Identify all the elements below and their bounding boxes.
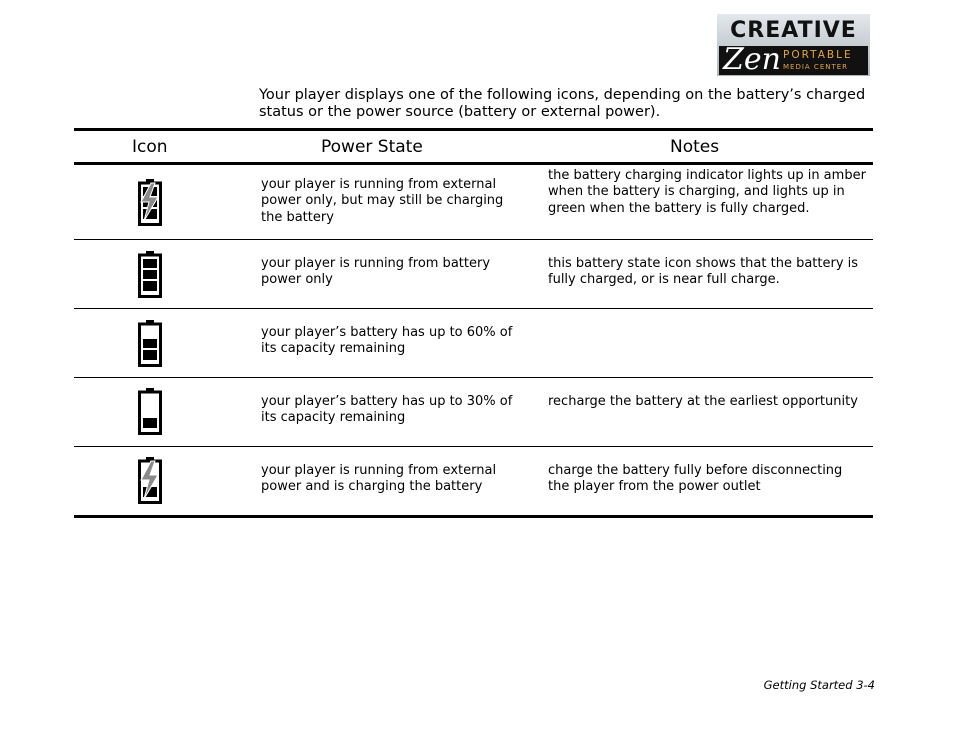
- notes-text: the battery charging indicator lights up in amber when the battery is charging, and lights up in green when the battery is fully charged.: [548, 168, 866, 216]
- logo-line2: MEDIA CENTER: [783, 62, 849, 71]
- notes-text: this battery state icon shows that the battery is fully charged, or is near full charge.: [548, 256, 859, 288]
- power-state-text: your player is running from battery power only: [261, 256, 491, 288]
- logo-band: [719, 42, 868, 76]
- header-notes: Notes: [670, 137, 720, 157]
- table-row: [74, 447, 873, 518]
- intro-paragraph: Your player displays one of the following icons, depending on the battery’s charged status or the power source (battery or external power).: [259, 87, 866, 120]
- battery-full-icon: [138, 250, 162, 302]
- creative-zen-logo: [717, 14, 870, 76]
- page-footer: Getting Started 3-4: [763, 678, 875, 692]
- table-row: [74, 240, 873, 309]
- logo-product: Zen: [723, 42, 781, 76]
- notes-text: recharge the battery at the earliest opportunity: [548, 394, 858, 409]
- table-row: [74, 378, 873, 447]
- header-icon: Icon: [132, 137, 168, 157]
- battery-60-icon: [138, 319, 162, 371]
- logo-brand: CREATIVE: [730, 18, 857, 43]
- battery-30-icon: [138, 387, 162, 439]
- power-state-text: your player’s battery has up to 30% of its capacity remaining: [261, 394, 513, 426]
- table-row: [74, 165, 873, 240]
- notes-text: charge the battery fully before disconnecting the player from the power outlet: [548, 463, 843, 495]
- logo-line1: PORTABLE: [783, 49, 853, 61]
- battery-charging-full-icon: [138, 178, 162, 230]
- power-state-text: your player is running from external power only, but may still be charging the battery: [261, 177, 504, 225]
- battery-charging-icon: [138, 456, 162, 508]
- battery-icons-table: [74, 128, 873, 518]
- power-state-text: your player’s battery has up to 60% of its capacity remaining: [261, 325, 513, 357]
- header-power-state: Power State: [321, 137, 423, 157]
- power-state-text: your player is running from external power and is charging the battery: [261, 463, 497, 495]
- table-row: [74, 309, 873, 378]
- logo-subtitle: [783, 50, 867, 71]
- table-header-row: [74, 131, 873, 165]
